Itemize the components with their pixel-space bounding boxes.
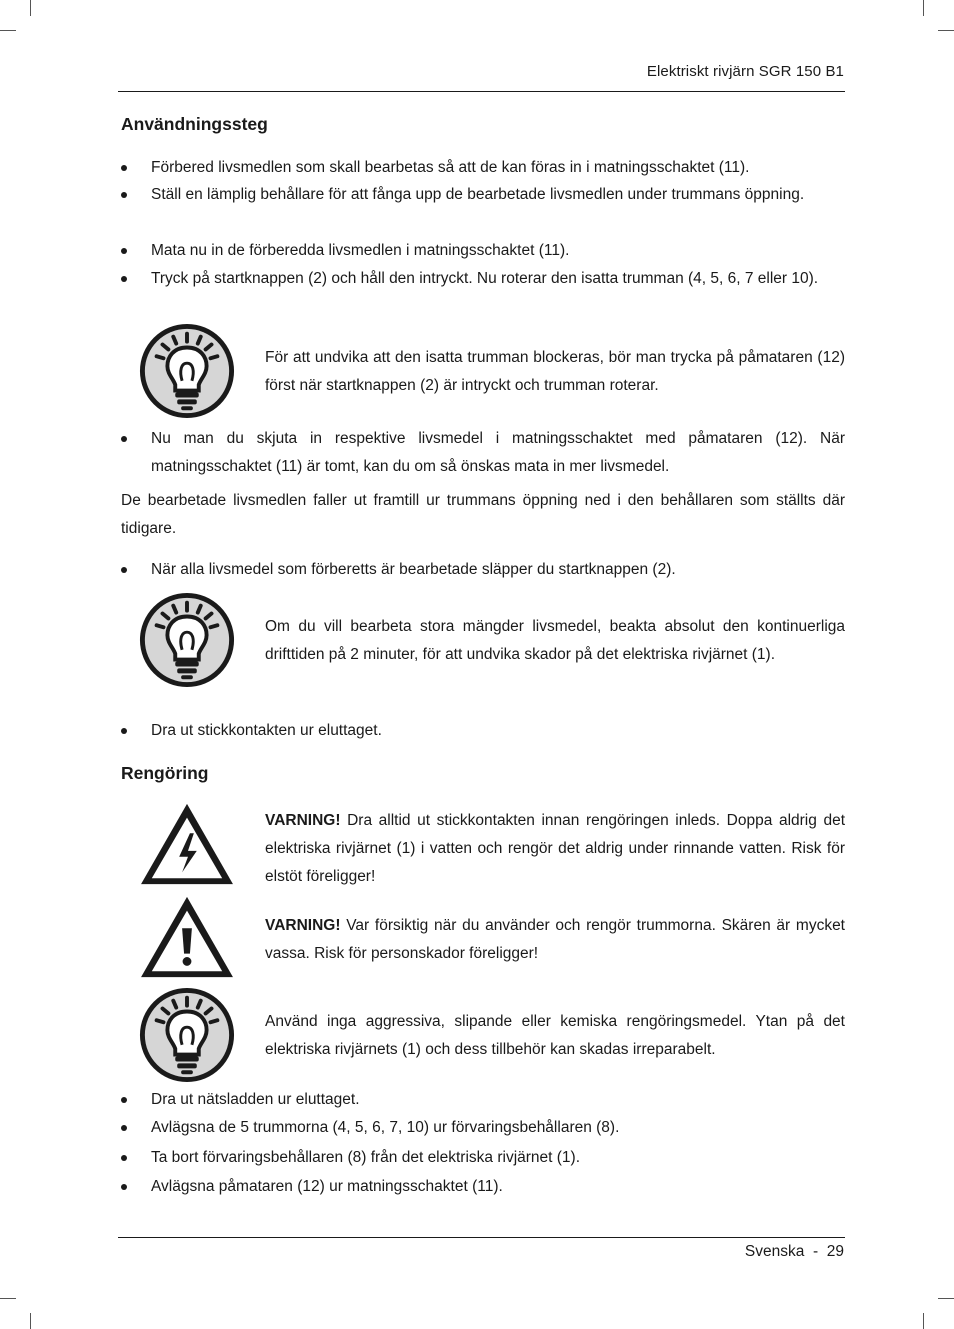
list-item-text: Avlägsna de 5 trummorna (4, 5, 6, 7, 10) ur förvaringsbehållaren (8). — [151, 1119, 620, 1136]
tip-note-text: Använd inga aggressiva, slipande eller kemiska rengöringsmedel. Ytan på det elektriska rivjärnets (1) och dess tillbehör kan skadas irreparabelt. — [265, 1013, 845, 1058]
bullet-dot — [121, 1155, 127, 1161]
crop-mark — [923, 0, 924, 16]
list-item-text: Avlägsna påmataren (12) ur matningsschaktet (11). — [151, 1178, 503, 1195]
bullet-dot — [121, 248, 127, 254]
bullet-dot — [121, 436, 127, 442]
list-item — [121, 556, 845, 584]
list-item-text: Tryck på startknappen (2) och håll den intryckt. Nu roterar den isatta trumman (4, 5, 6, 7 eller 10). — [151, 270, 819, 287]
crop-mark — [0, 30, 16, 31]
list-item-text: Förbered livsmedlen som skall bearbetas så att de kan föras in i matningsschaktet (11). — [151, 159, 750, 176]
list-item — [121, 265, 845, 293]
general-warning-icon — [138, 893, 236, 981]
list-item-text: När alla livsmedel som förberetts är bearbetade släpper du startknappen (2). — [151, 561, 676, 578]
crop-mark — [938, 30, 954, 31]
list-item — [121, 1173, 845, 1201]
list-item-text: Mata nu in de förberedda livsmedlen i matningsschaktet (11). — [151, 242, 570, 259]
bullet-dot — [121, 728, 127, 734]
lightbulb-tip-icon — [138, 986, 236, 1084]
bullet-dot — [121, 165, 127, 171]
body-paragraph: De bearbetade livsmedlen faller ut framtill ur trummans öppning ned i den behållaren som ställts där tidigare. — [121, 492, 845, 537]
page-footer: Svenska - 29 — [744, 1243, 844, 1260]
crop-mark — [923, 1313, 924, 1329]
list-item-text: Ta bort förvaringsbehållaren (8) från det elektriska rivjärnet (1). — [151, 1149, 581, 1166]
list-item-text: Ställ en lämplig behållare för att fånga upp de bearbetade livsmedlen under trummans öppning. — [151, 186, 805, 203]
list-item-text: Dra ut stickkontakten ur eluttaget. — [151, 722, 382, 739]
list-item — [121, 1086, 845, 1114]
bullet-dot — [121, 1184, 127, 1190]
list-item — [121, 181, 845, 209]
tip-note-text: Om du vill bearbeta stora mängder livsmedel, beakta absolut den kontinuerliga drifttiden på 2 minuter, för att undvika skador på det elektriska rivjärnet (1). — [265, 618, 845, 663]
bullet-dot — [121, 567, 127, 573]
electric-shock-warning-icon — [138, 800, 236, 888]
crop-mark — [30, 0, 31, 16]
list-item — [121, 717, 845, 745]
warning-body: Var försiktig när du använder och rengör trummorna. Skären är mycket vassa. Risk för personskador föreligger! — [265, 917, 845, 962]
warning-label: VARNING! — [265, 917, 341, 934]
bullet-dot — [121, 1097, 127, 1103]
list-item — [121, 154, 845, 182]
warning-text-electric — [265, 807, 845, 891]
crop-mark — [0, 1298, 16, 1299]
document-header-title: Elektriskt rivjärn SGR 150 B1 — [646, 63, 844, 80]
bullet-dot — [121, 276, 127, 282]
list-item — [121, 237, 845, 265]
list-item-text: Dra ut nätsladden ur eluttaget. — [151, 1091, 360, 1108]
bullet-dot — [121, 192, 127, 198]
crop-mark — [938, 1298, 954, 1299]
bullet-dot — [121, 1125, 127, 1131]
section-heading-usage: Användningssteg — [121, 114, 268, 134]
crop-mark — [30, 1313, 31, 1329]
tip-note-text: För att undvika att den isatta trumman blockeras, bör man trycka på påmataren (12) först när startknappen (2) är intryckt och trumman roterar. — [265, 349, 845, 394]
list-item — [121, 425, 845, 481]
warning-text-caution — [265, 912, 845, 968]
warning-body: Dra alltid ut stickkontakten innan rengöringen inleds. Doppa aldrig det elektriska rivjärnet (1) i vatten och rengör det aldrig under rinnande vatten. Risk för elstöt föreligger! — [265, 812, 845, 885]
section-heading-cleaning: Rengöring — [121, 763, 209, 783]
list-item — [121, 1144, 845, 1172]
header-rule — [118, 91, 845, 92]
footer-rule — [118, 1237, 845, 1238]
lightbulb-tip-icon — [138, 591, 236, 689]
lightbulb-tip-icon — [138, 322, 236, 420]
list-item-text: Nu man du skjuta in respektive livsmedel i matningsschaktet med påmataren (12). När matningsschaktet (11) är tomt, kan du om så önskas mata in mer livsmedel. — [151, 430, 845, 475]
list-item — [121, 1114, 845, 1142]
warning-label: VARNING! — [265, 812, 341, 829]
